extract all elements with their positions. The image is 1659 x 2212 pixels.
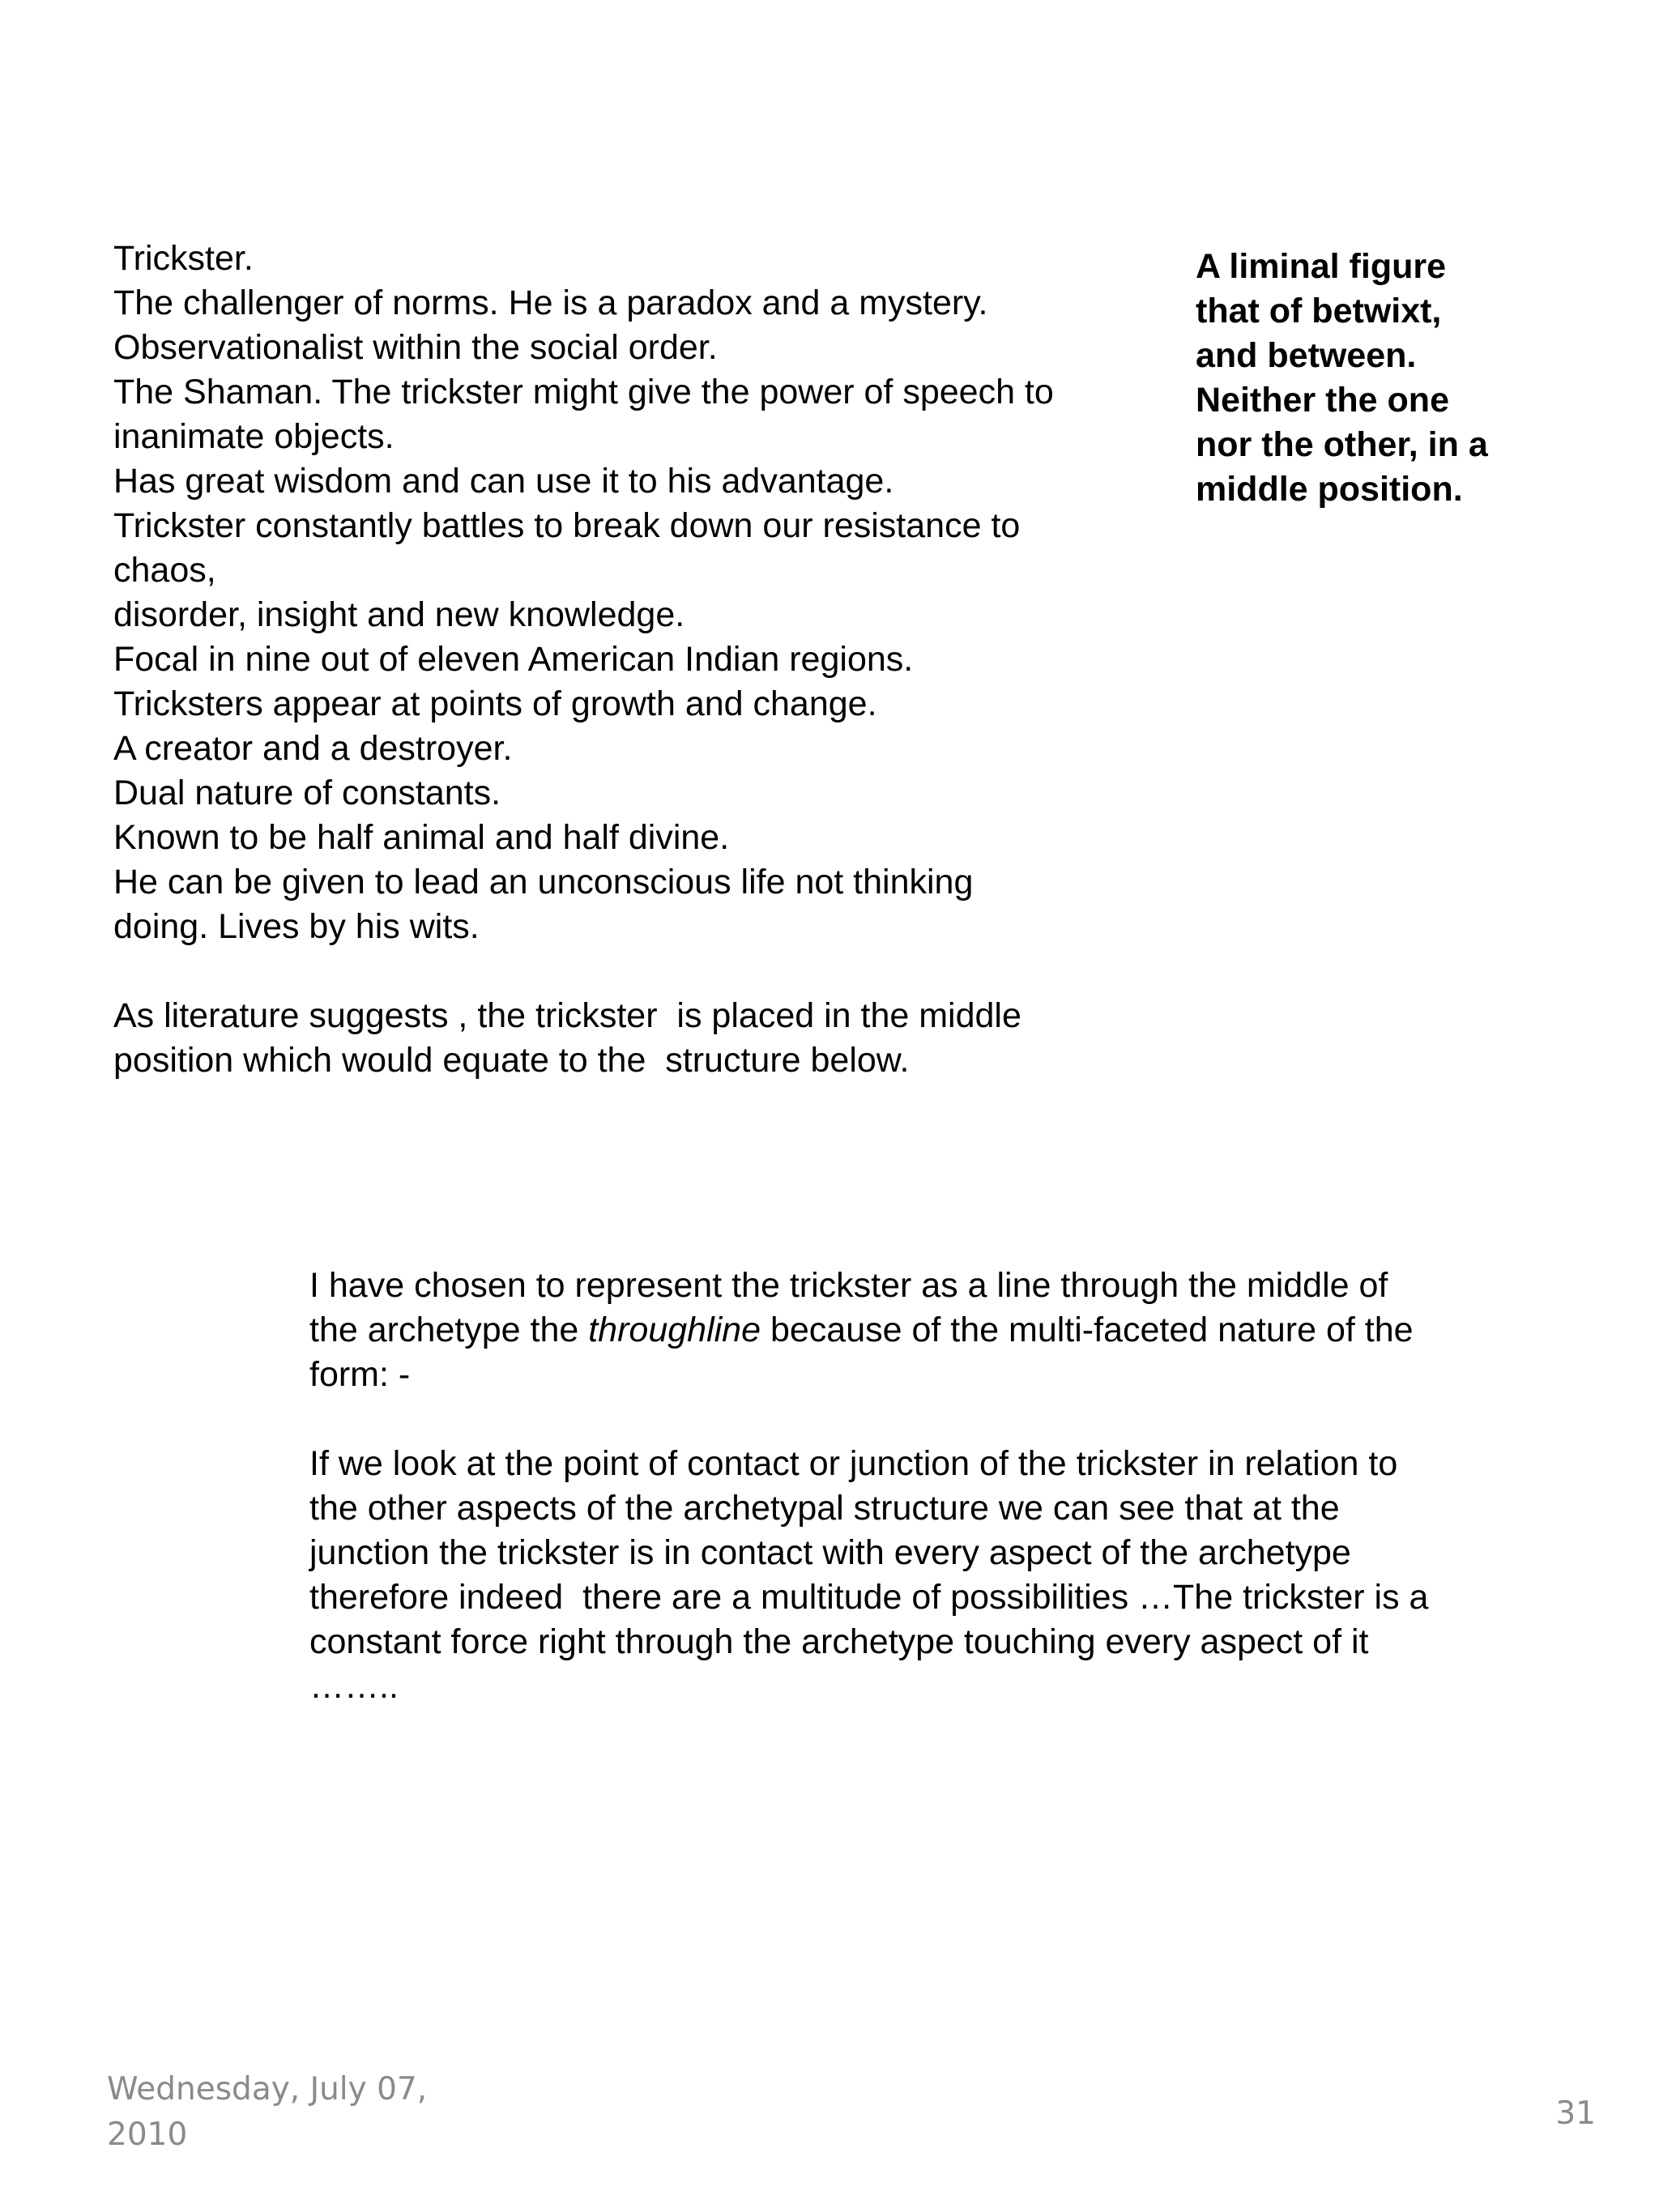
text-fragment: the archetype the [309,1311,589,1349]
text-line: form: - [309,1355,411,1394]
text-line: therefore indeed there are a multitude of possibilities …The trickster is a [309,1578,1429,1617]
text-line: position which would equate to the structure below. [113,1041,910,1080]
text-line: inanimate objects. [113,417,394,456]
note-line: Neither the one [1196,381,1449,420]
note-line: nor the other, in a [1196,425,1488,464]
throughline-explanation [309,1264,1638,1709]
trickster-description [113,237,1166,1083]
liminal-figure-note [1196,245,1617,512]
text-line: Observationalist within the social order. [113,328,718,367]
paragraph-gap [113,949,1166,994]
text-line: Trickster constantly battles to break down our resistance to [113,506,1021,545]
note-line: and between. [1196,336,1417,375]
text-line [309,1308,1638,1353]
text-line: He can be given to lead an unconscious life not thinking [113,863,974,901]
text-line: The challenger of norms. He is a paradox and a mystery. [113,283,988,322]
text-line: Known to be half animal and half divine. [113,818,730,857]
text-line: As literature suggests , the trickster is placed in the middle [113,996,1021,1035]
text-line: Focal in nine out of eleven American Indian regions. [113,640,914,679]
text-line: If we look at the point of contact or junction of the trickster in relation to [309,1444,1398,1483]
text-line: the other aspects of the archetypal structure we can see that at the [309,1489,1340,1528]
throughline-term: throughline [588,1311,761,1349]
text-line: doing. Lives by his wits. [113,907,480,946]
text-line: Has great wisdom and can use it to his advantage. [113,462,894,501]
text-line: constant force right through the archetype touching every aspect of it [309,1622,1369,1661]
text-line: chaos, [113,551,216,590]
footer-date [107,2067,561,2158]
note-line: middle position. [1196,470,1463,509]
text-line: disorder, insight and new knowledge. [113,595,685,634]
text-line: The Shaman. The trickster might give the power of speech to [113,373,1054,411]
note-line: that of betwixt, [1196,292,1442,330]
paragraph-gap [309,1397,1638,1442]
text-line: Dual nature of constants. [113,774,501,812]
text-fragment: because of the multi-faceted nature of the [761,1311,1414,1349]
text-line: junction the trickster is in contact with every aspect of the archetype [309,1533,1351,1572]
text-line: …….. [309,1667,399,1706]
text-line: Tricksters appear at points of growth and change. [113,684,877,723]
text-line: A creator and a destroyer. [113,729,513,768]
note-line: A liminal figure [1196,247,1446,286]
date-line: 2010 [107,2116,188,2153]
text-line: I have chosen to represent the trickster as a line through the middle of [309,1266,1388,1305]
text-line: Trickster. [113,239,254,278]
date-line: Wednesday, July 07, [107,2071,428,2108]
page-number: 31 [1555,2095,1596,2132]
